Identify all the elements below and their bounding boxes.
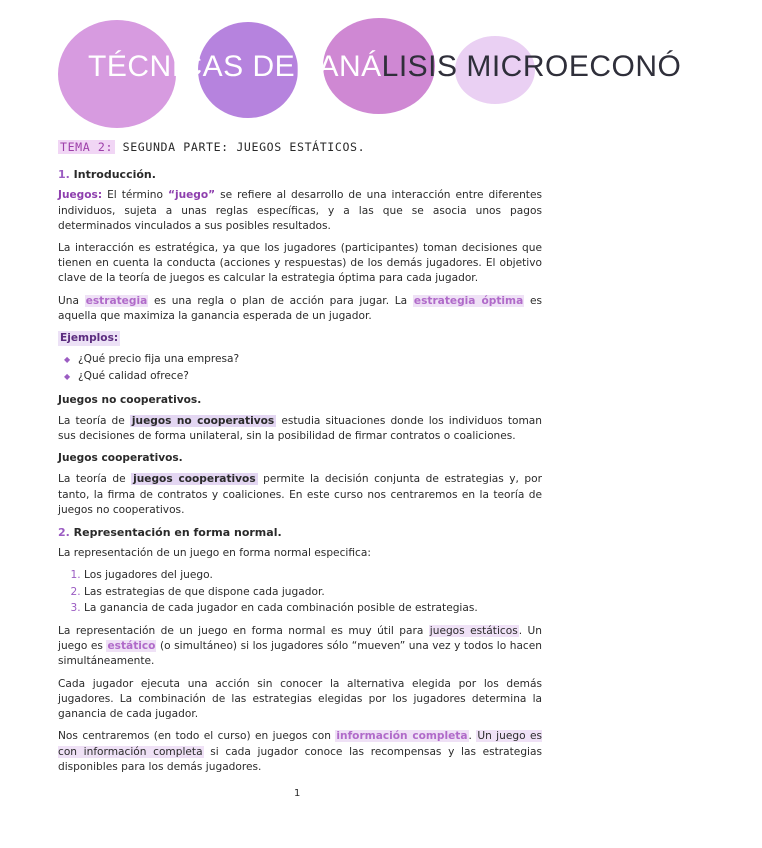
subheading-no-cooperativos: Juegos no cooperativos. [58, 393, 202, 406]
paragraph-juegos-estaticos: La representación de un juego en forma normal es muy útil para juegos estáticos. Un juego es estático (o simultáneo) si los jugadores sólo “mueven” una vez y todos lo hacen simultáneamente. [58, 625, 543, 668]
list-item: 2. Las estrategias de que dispone cada jugador. [84, 585, 542, 600]
title-banner [0, 0, 762, 130]
paragraph-estrategia: Una estrategia es una regla o plan de acción para jugar. La estrategia óptima es aquella que maximiza la ganancia esperada de un jugador. [58, 294, 542, 322]
paragraph-no-cooperativos: La teoría de juegos no cooperativos estudia situaciones donde los individuos toman sus decisiones de forma unilateral, sin la posibilidad de firmar contratos o coaliciones. [58, 414, 542, 443]
paragraph-cooperativos: La teoría de juegos cooperativos permite la decisión conjunta de estrategias y, por tanto, la firma de contratos y coaliciones. En este curso nos centraremos en la teoría de juegos no cooperativos. [58, 473, 542, 516]
list-item: ◆ ¿Qué calidad ofrece? [78, 369, 542, 384]
paragraph-informacion-completa: Nos centraremos (en todo el curso) en juegos con información completa. Un juego es con información completa si cada jugador conoce las recompensas y las estrategias disponibles para los demás jugadores. [58, 730, 542, 773]
section-heading-representacion: 2. Representación en forma normal. [58, 526, 282, 540]
paragraph-juegos: Juegos: El término “juego” se refiere al desarrollo de una interacción entre diferentes individuos, sujeta a unas reglas específicas, y a las que se asocia unos pagos determinados vinculados a sus posibles resultados. [58, 189, 542, 232]
examples-list [58, 352, 542, 384]
topic-tag: TEMA 2: [60, 140, 114, 154]
list-item: ◆ ¿Qué precio fija una empresa? [78, 352, 542, 367]
paragraph-forma-normal: La representación de un juego en forma normal especifica: [58, 547, 371, 560]
list-item: 3. La ganancia de cada jugador en cada combinación posible de estrategias. [84, 601, 542, 616]
page-number: 1 [294, 788, 301, 799]
paragraph-accion: Cada jugador ejecuta una acción sin conocer la alternativa elegida por los demás jugadores. La combinación de las estrategias elegidas por los jugadores determina la ganancia de cada jugador. [58, 677, 542, 721]
document-title: TÉCNICAS DEL ANÁLISIS MICROECONÓMICO [88, 50, 762, 83]
numbered-list [58, 568, 542, 616]
list-item: 1. Los jugadores del juego. [84, 568, 542, 583]
document-body [58, 138, 542, 782]
subheading-cooperativos: Juegos cooperativos. [58, 452, 183, 465]
examples-label: Ejemplos: [58, 331, 120, 346]
section-heading-introduccion: 1. Introducción. [58, 168, 156, 182]
paragraph-interaccion: La interacción es estratégica, ya que los jugadores (participantes) toman decisiones que tienen en cuenta la conducta (acciones y respuestas) de los demás jugadores. El objetivo clave de la teoría de juegos es calcular la estrategia óptima para cada jugador. [58, 242, 542, 285]
topic-heading: TEMA 2: SEGUNDA PARTE: JUEGOS ESTÁTICOS. [60, 140, 366, 154]
